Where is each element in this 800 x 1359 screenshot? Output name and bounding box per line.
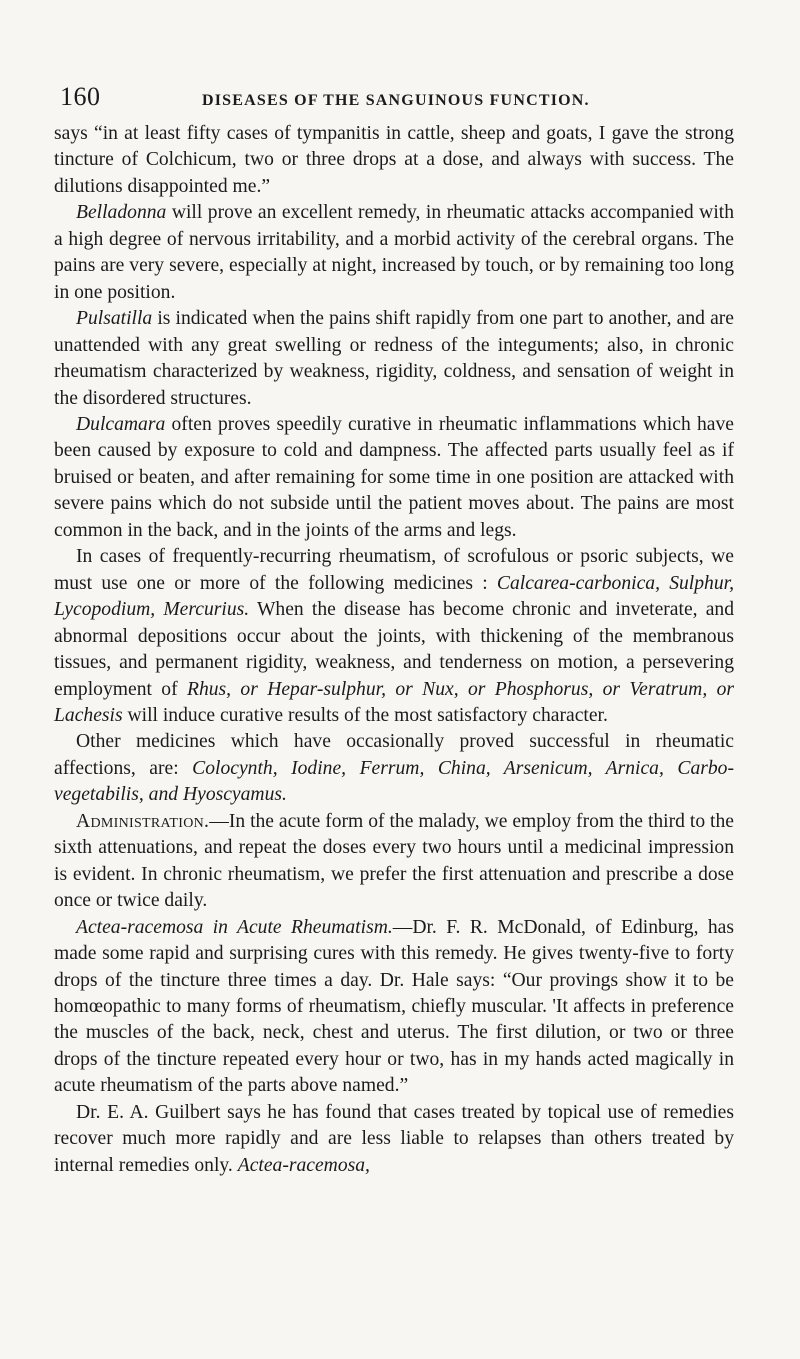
- paragraph-text: will prove an excellent remedy, in rheumatic attacks accompanied with a high degree of nervous irritability, and a morbid activity of the cerebral organs. The pains are very severe, especially at night, increased by touch, or by remaining too long in one position.: [54, 202, 734, 303]
- small-caps-heading: Administration.: [76, 810, 210, 832]
- page-number: 160: [60, 82, 101, 111]
- paragraph: [54, 544, 734, 729]
- italic-text: Actea-racemosa in Acute Rheumatism.: [76, 916, 393, 938]
- paragraph-text: will induce curative results of the most satisfactory character.: [122, 704, 608, 726]
- paragraph-text: is indicated when the pains shift rapidly from one part to another, and are unattended with any great swelling or redness of the integuments; also, in chronic rheumatism characterized by weakness, rigidity, coldness, and sensation of weight in the disordered structures.: [54, 308, 734, 409]
- paragraph: [54, 306, 734, 412]
- italic-text: Dulcamara: [76, 413, 166, 435]
- italic-text: Colocynth, Iodine, Ferrum, China, Arsenicum, Arnica, Carbo-vegetabilis, and Hyoscyamus.: [54, 757, 734, 806]
- running-head-title: DISEASES OF THE SANGUINOUS FUNCTION.: [202, 92, 590, 109]
- italic-text: Belladonna: [76, 202, 167, 224]
- running-head: [60, 82, 732, 111]
- paragraph-text: —Dr. F. R. McDonald, of Edinburg, has made some rapid and surprising cures with this remedy. He gives twenty-five to forty drops of the tincture three times a day. Dr. Hale says: “Our provings show it to be homœopathic to many forms of rheumatism, chiefly muscular. 'It affects in preference the muscles of the back, neck, chest and uterus. The first dilution, or two or three drops of the tincture repeated every hour or two, has in my hands acted magically in acute rheumatism of the parts above named.”: [54, 916, 734, 1097]
- italic-text: Actea-racemosa,: [237, 1154, 370, 1176]
- paragraph-text: Dr. E. A. Guilbert says he has found that cases treated by topical use of remedies recover much more rapidly and are less liable to relapses than others treated by internal remedies only.: [54, 1101, 734, 1176]
- paragraph: [54, 200, 734, 306]
- paragraph: [54, 915, 734, 1100]
- italic-text: Rhus, or Hepar-sulphur, or Nux, or Phosphorus, or Veratrum, or Lachesis: [54, 678, 734, 726]
- paragraph: [54, 412, 734, 544]
- paragraph: [54, 809, 734, 915]
- paragraph: [54, 729, 734, 808]
- body-text: [54, 121, 734, 1179]
- paragraph-text: —In the acute form of the malady, we employ from the third to the sixth attenuations, and repeat the doses every two hours until a medicinal impression is evident. In chronic rheumatism, we prefer the first attenuation and prescribe a dose once or twice daily.: [54, 810, 734, 912]
- italic-text: Pulsatilla: [76, 308, 153, 330]
- paragraph: [54, 121, 734, 200]
- paragraph-text: says “in at least fifty cases of tympanitis in cattle, sheep and goats, I gave the strong tincture of Colchicum, two or three drops at a dose, and always with success. The dilutions disappointed me.”: [54, 123, 734, 197]
- paragraph-text: often proves speedily curative in rheumatic inflammations which have been caused by exposure to cold and dampness. The affected parts usually feel as if bruised or beaten, and after remaining for some time in one position are attacked with severe pains which do not subside until the patient moves about. The pains are most common in the back, and in the joints of the arms and legs.: [54, 413, 734, 541]
- paragraph-text: Other medicines which have occasionally proved successful in rheumatic affections, are:: [54, 731, 734, 779]
- paragraph-text: When the disease has become chronic and inveterate, and abnormal depositions occur about the joints, with thickening of the membranous tissues, and permanent rigidity, weakness, and tenderness on motion, a persevering employment of: [54, 599, 734, 700]
- paragraph-text: In cases of frequently-recurring rheumatism, of scrofulous or psoric subjects, we must use one or more of the following medicines :: [54, 546, 734, 594]
- paragraph: [54, 1100, 734, 1179]
- italic-text: Calcarea-carbonica, Sulphur, Lycopodium, Mercurius.: [54, 572, 734, 621]
